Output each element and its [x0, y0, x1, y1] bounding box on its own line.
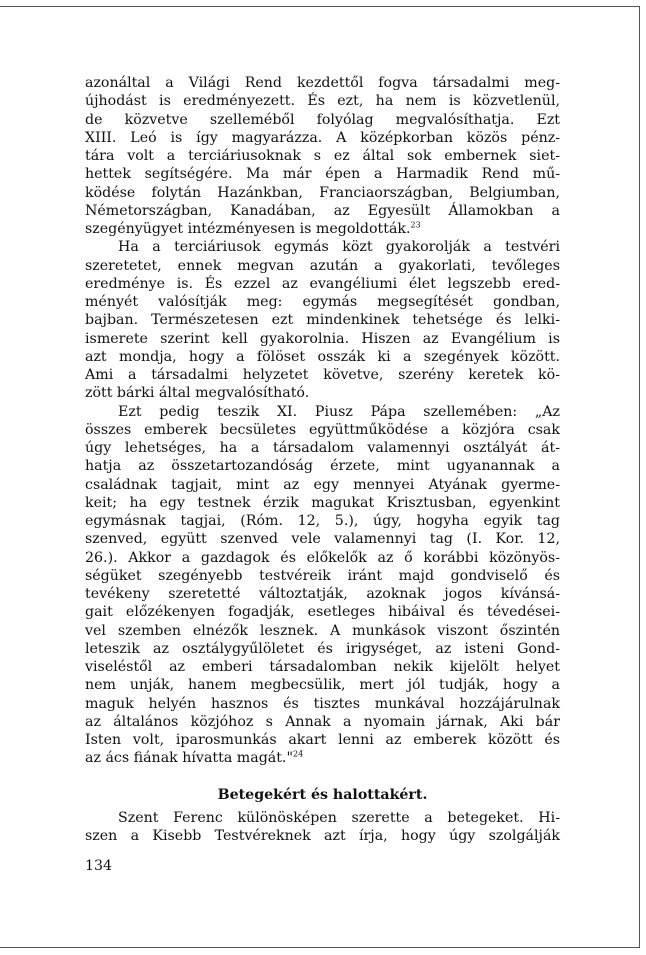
text-line: keit; ha egy testnek érzik magukat Krisztusban, egyenkint: [85, 494, 560, 511]
text-line: Ezt pedig teszik XI. Piusz Pápa szellemében: „Az: [118, 403, 560, 420]
text-line: leteszik az osztálygyűlöletet és irigységet, az isteni Gond-: [85, 640, 560, 657]
text-line: de közvetve szelleméből folyólag megvalósíthatja. Ezt: [85, 111, 560, 128]
body-paragraphs: [85, 74, 560, 768]
text-line: ismerete szerint kell gyakorolnia. Hiszen az Evangélium is: [85, 330, 560, 347]
text-line: ségüket szegényebb testvéreik iránt majd gondviselő és: [85, 567, 560, 584]
text-line: hettek segítségére. Ma már épen a Harmadik Rend mű-: [85, 166, 560, 183]
text-line: Ha a terciáriusok egymás közt gyakorolják a testvéri: [118, 239, 560, 256]
text-line: zött bárki által megvalósítható.: [85, 385, 310, 402]
text-line: azonáltal a Világi Rend kezdettől fogva társadalmi meg-: [85, 75, 560, 91]
text-line: eredménye is. És ezzel az evangéliumi élet legszebb ered-: [85, 275, 560, 292]
section-heading: Betegekért és halottakért.: [217, 786, 428, 803]
text-line: szenved, együtt szenved vele valamennyi tag (I. Kor. 12,: [85, 531, 560, 548]
text-line: összes emberek becsületes együttműködése a közjóra csak: [85, 421, 560, 438]
text-line: ményét valósítják meg: egymás megsegítését gondban,: [85, 294, 560, 310]
text-line: maguk helyén hasznos és tisztes munkával hozzájárulnak: [85, 695, 560, 712]
text-line: szegényügyet intézményesen is megoldották.$^{23}$: [85, 220, 421, 237]
text-line: gait előzékenyen fogadják, esetleges hibáival és tévedései-: [85, 604, 560, 621]
text-line: vel szemben elnézők lesznek. A munkások viszont őszintén: [85, 622, 560, 639]
text-line: 26.). Akkor a gazdagok és előkelők az ő korábbi közönyös-: [85, 549, 560, 566]
text-line: ködése folytán Hazánkban, Franciaországban, Belgiumban,: [85, 184, 560, 201]
text-line: úgy lehetséges, ha a társadalom valamennyi osztályát át-: [85, 440, 560, 456]
text-column: [85, 74, 560, 845]
footnote-marker: 23: [410, 220, 421, 230]
text-line: viseléstől az emberi társadalomban nekik kijelölt helyet: [85, 659, 560, 675]
text-line: bajban. Természetesen ezt mindenkinek tehetsége és lelki-: [85, 312, 560, 329]
text-line: szeretetet, ennek megvan azután a gyakorlati, tevőleges: [85, 257, 560, 274]
text-line: Németországban, Kanadában, az Egyesült Államokban a: [85, 202, 560, 219]
text-line: tára volt a terciáriusoknak s ez által sok embernek siet-: [85, 148, 560, 164]
text-line: Ami a társadalmi helyzetet követve, szerény keretek kö-: [85, 367, 560, 383]
page-number: 134: [85, 858, 113, 874]
text-line: XIII. Leó is így magyarázza. A középkorban közös pénz-: [85, 129, 560, 146]
text-line: nem unják, hanem megbecsülik, mert jól tudják, hogy a: [85, 677, 560, 694]
text-line: egymásnak tagjai, (Róm. 12, 5.), úgy, hogyha egyik tag: [85, 513, 560, 529]
text-line: hatja az összetartozandóság érzete, mint ugyanannak a: [85, 458, 560, 475]
text-line: az általános közjóhoz s Annak a nyomain járnak, Aki bár: [85, 713, 560, 730]
text-line: Isten volt, iparosmunkás akart lenni az emberek között és: [85, 732, 560, 748]
text-line: azt mondja, hogy a fölöset osszák ki a szegények között.: [85, 348, 560, 365]
text-line: családnak tagjait, mint az egy mennyei Atyának gyerme-: [85, 476, 560, 493]
body-paragraphs-after-heading: [85, 809, 560, 846]
text-line: az ács fiának hívatta magát."$^{24}$: [85, 749, 304, 767]
text-line: Szent Ferenc különösképen szerette a betegeket. Hi-: [118, 809, 560, 826]
text-line: tevékeny szeretetté változtatják, azoknak jogos kívánsá-: [85, 586, 560, 602]
footnote-marker: 24: [292, 749, 304, 759]
text-line: szen a Kisebb Testvéreknek azt írja, hogy úgy szolgálják: [85, 828, 560, 844]
text-line: újhodást is eredményezett. És ezt, ha nem is közvetlenül,: [85, 93, 560, 110]
